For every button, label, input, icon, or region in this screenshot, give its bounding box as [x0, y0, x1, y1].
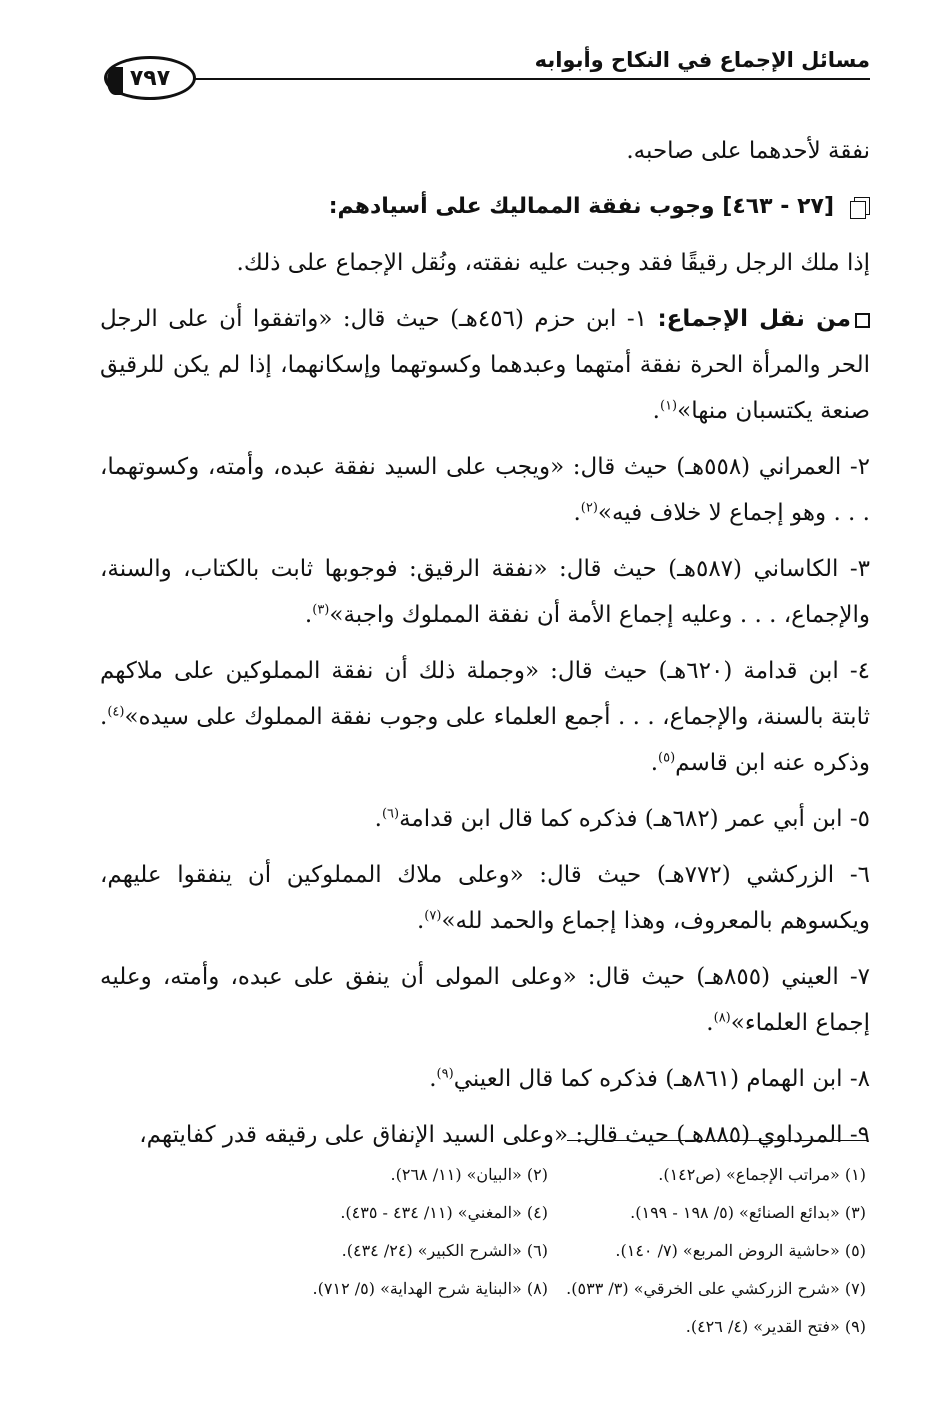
item-text: ٤- ابن قدامة (٦٢٠هـ) حيث قال: «وجملة ذلك أن نفقة المملوكين على ملاكهم ثابتة بالسنة، والإجماع، . . . أجمع العلماء على وجوب نفقة المملوك على سيده»	[100, 658, 870, 730]
item-text: ٥- ابن أبي عمر (٦٨٢هـ) فذكره كما قال ابن قدامة	[399, 806, 870, 832]
item-4: ٤- ابن قدامة (٦٢٠هـ) حيث قال: «وجملة ذلك أن نفقة المملوكين على ملاكهم ثابتة بالسنة، والإجماع، . . . أجمع العلماء على وجوب نفقة المملوك على سيده»$^{(٤)}$. وذكره عنه ابن قاسم$^{(٥)}$.	[100, 658, 870, 776]
item-5: ٥- ابن أبي عمر (٦٨٢هـ) فذكره كما قال ابن قدامة$^{(٦)}$.	[374, 806, 870, 832]
footnote-ref: (٩)	[436, 1066, 454, 1082]
item-7: ٧- العيني (٨٥٥هـ) حيث قال: «وعلى المولى أن ينفق على عبده، وأمته، وعليه إجماع العلماء»$^{(٨)}$.	[100, 964, 870, 1036]
header-rule	[195, 78, 870, 80]
item-8: ٨- ابن الهمام (٨٦١هـ) فذكره كما قال العيني$^{(٩)}$.	[429, 1066, 870, 1092]
item-text: ١- ابن حزم (٤٥٦هـ) حيث قال: «واتفقوا أن على الرجل الحر والمرأة الحرة نفقة أمتهما وعبدهما وكسوتهما وإسكانهما، إذا لم يكن للرقيق صنعة يكتسبان منها»	[100, 306, 870, 424]
footnote-ref: (٥)	[658, 750, 676, 766]
intro-paragraph: إذا ملك الرجل رقيقًا فقد وجبت عليه نفقته، ونُقل الإجماع على ذلك.	[236, 250, 870, 276]
item-2: ٢- العمراني (٥٥٨هـ) حيث قال: «ويجب على السيد نفقة عبده، وأمته، وكسوتهما، . . . وهو إجماع لا خلاف فيه»$^{(٢)}$.	[100, 454, 870, 526]
footnote-ref: (٧)	[424, 908, 442, 924]
footnote-ref: (٨)	[713, 1010, 731, 1026]
footnote: (٥) «حاشية الروض المربع» (٧/ ١٤٠).	[615, 1241, 866, 1260]
item-text: ٨- ابن الهمام (٨٦١هـ) فذكره كما قال العيني	[453, 1066, 870, 1092]
item-text: ٣- الكاساني (٥٨٧هـ) حيث قال: «نفقة الرقيق: فوجوبها ثابت بالكتاب، والسنة، والإجماع، . . . وعليه إجماع الأمة أن نفقة المملوك واجبة»	[100, 556, 871, 628]
footnote: (٩) «فتح القدير» (٤/ ٤٢٦).	[685, 1317, 866, 1336]
section-heading-text: [٢٧ - ٤٦٣] وجوب نفقة المماليك على أسيادهم:	[328, 194, 834, 219]
item-6: ٦- الزركشي (٧٧٢هـ) حيث قال: «وعلى ملاك المملوكين أن ينفقوا عليهم، ويكسوهم بالمعروف، وهذا إجماع والحمد لله»$^{(٧)}$.	[100, 862, 870, 934]
footnote-row	[230, 1156, 866, 1194]
continuation-line: نفقة لأحدهما على صاحبه.	[626, 138, 870, 164]
badge-ornament	[107, 67, 123, 95]
item-9	[100, 1112, 870, 1158]
footnote-separator	[567, 1140, 867, 1141]
footnote: (٤) «المغني» (١١/ ٤٣٤ - ٤٣٥).	[340, 1203, 548, 1222]
footnote-ref: (٤)	[107, 704, 125, 720]
page-header	[100, 40, 870, 100]
section-heading	[100, 184, 870, 230]
square-bullet-icon	[855, 313, 870, 328]
page-number-badge	[104, 56, 196, 100]
footnote: (٢) «البيان» (١١/ ٢٦٨).	[390, 1165, 548, 1184]
item-text: ٩- المرداوي (٨٨٥هـ) حيث قال: «وعلى السيد الإنفاق على رقيقه قدر كفايتهم،	[139, 1122, 870, 1148]
item-text: ٢- العمراني (٥٥٨هـ) حيث قال: «ويجب على السيد نفقة عبده، وأمته، وكسوتهما، . . . وهو إجماع لا خلاف فيه»	[100, 454, 870, 526]
footnote-ref: (٣)	[312, 602, 330, 618]
footnote-row	[230, 1232, 866, 1270]
footnote-ref: (٢)	[580, 500, 598, 516]
footnote: (٣) «بدائع الصنائع» (٥/ ١٩٨ - ١٩٩).	[630, 1203, 866, 1222]
footnote-row	[230, 1308, 866, 1346]
footnotes	[230, 1156, 866, 1346]
page-number: ٧٩٧	[129, 65, 171, 91]
running-title: مسائل الإجماع في النكاح وأبوابه	[534, 48, 870, 72]
item-3: ٣- الكاساني (٥٨٧هـ) حيث قال: «نفقة الرقيق: فوجوبها ثابت بالكتاب، والسنة، والإجماع، . . . وعليه إجماع الأمة أن نفقة المملوك واجبة»$^{(٣)}$.	[100, 556, 871, 628]
footnote: (٧) «شرح الزركشي على الخرقي» (٣/ ٥٣٣).	[566, 1279, 866, 1298]
footnote-row	[230, 1270, 866, 1308]
footnote-ref: (٦)	[381, 806, 400, 822]
main-text	[100, 128, 870, 1168]
footnote-row	[230, 1194, 866, 1232]
item-text: ٦- الزركشي (٧٧٢هـ) حيث قال: «وعلى ملاك المملوكين أن ينفقوا عليهم، ويكسوهم بالمعروف، وهذا إجماع والحمد لله»	[100, 862, 870, 934]
footnote-ref: (١)	[659, 398, 678, 414]
footnote: (٨) «البناية شرح الهداية» (٥/ ٧١٢).	[312, 1279, 548, 1298]
footnote: (٦) «الشرح الكبير» (٢٤/ ٤٣٤).	[341, 1241, 548, 1260]
item-text: ٧- العيني (٨٥٥هـ) حيث قال: «وعلى المولى أن ينفق على عبده، وأمته، وعليه إجماع العلماء»	[100, 964, 870, 1036]
documents-icon	[850, 197, 870, 217]
item-1: من نقل الإجماع: ١- ابن حزم (٤٥٦هـ) حيث قال: «واتفقوا أن على الرجل الحر والمرأة الحرة نفقة أمتهما وعبدهما وكسوتهما وإسكانهما، إذا لم يكن للرقيق صنعة يكتسبان منها»$^{(١)}$.	[100, 306, 870, 424]
footnote: (١) «مراتب الإجماع» (ص١٤٢).	[658, 1165, 866, 1184]
source-label: من نقل الإجماع:	[657, 306, 852, 332]
